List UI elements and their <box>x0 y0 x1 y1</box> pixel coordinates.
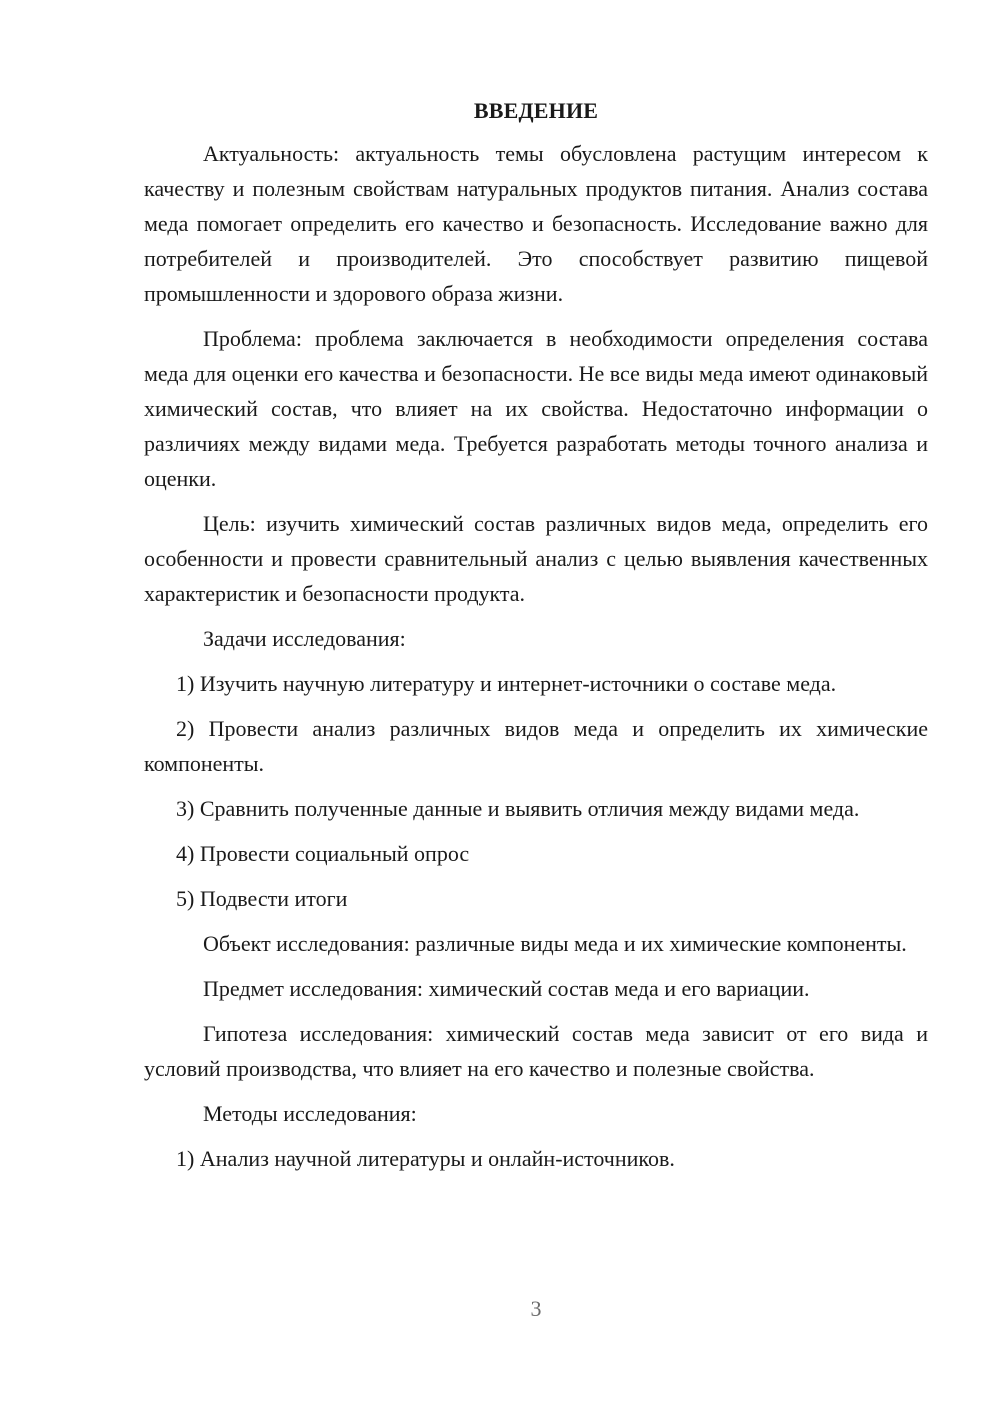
section-title: ВВЕДЕНИЕ <box>473 98 599 123</box>
task-item-4: 4) Провести социальный опрос <box>176 841 470 866</box>
goal-paragraph: Цель: изучить химический состав различных видов меда, определить его особенности и провести сравнительный анализ с целью выявления качественных характеристик и безопасности продукта. <box>144 511 928 606</box>
page-number: 3 <box>530 1296 542 1321</box>
methods-heading: Методы исследования: <box>203 1101 417 1126</box>
problem-paragraph: Проблема: проблема заключается в необходимости определения состава меда для оценки его качества и безопасности. Не все виды меда имеют одинаковый химический состав, что влияет на их свойства. Недостаточно информации о различиях между видами меда. Требуется разработать методы точного анализа и оценки. <box>144 326 928 491</box>
subject-paragraph: Предмет исследования: химический состав меда и его вариации. <box>203 976 810 1001</box>
task-item-1: 1) Изучить научную литературу и интернет-источники о составе меда. <box>176 671 837 696</box>
method-item-1: 1) Анализ научной литературы и онлайн-источников. <box>176 1146 675 1171</box>
task-item-5: 5) Подвести итоги <box>176 886 348 911</box>
relevance-paragraph: Актуальность: актуальность темы обусловлена растущим интересом к качеству и полезным свойствам натуральных продуктов питания. Анализ состава меда помогает определить его качество и безопасность. Исследование важно для потребителей и производителей. Это способствует развитию пищевой промышленности и здорового образа жизни. <box>144 141 928 306</box>
hypothesis-paragraph: Гипотеза исследования: химический состав меда зависит от его вида и условий производства, что влияет на его качество и полезные свойства. <box>144 1021 928 1081</box>
tasks-heading: Задачи исследования: <box>203 626 406 651</box>
task-item-2: 2) Провести анализ различных видов меда и определить их химические компоненты. <box>144 716 928 776</box>
object-paragraph: Объект исследования: различные виды меда и их химические компоненты. <box>203 931 907 956</box>
document-body <box>144 93 928 1186</box>
task-item-3: 3) Сравнить полученные данные и выявить отличия между видами меда. <box>176 796 860 821</box>
